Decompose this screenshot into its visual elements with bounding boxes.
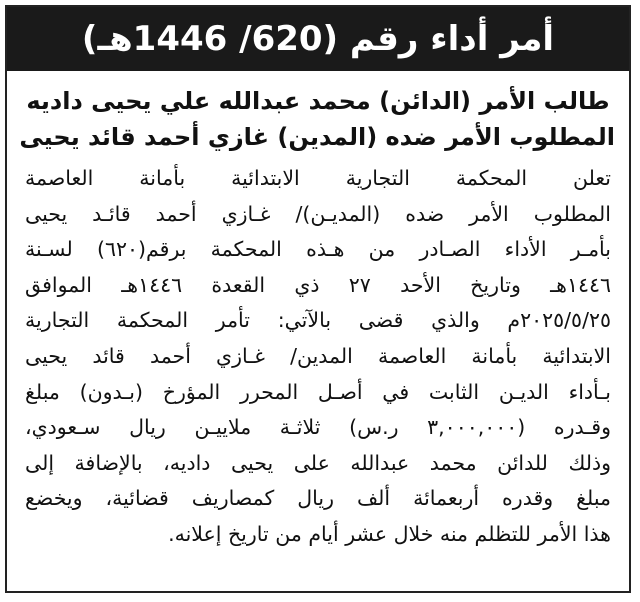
creditor-line: طالب الأمر (الدائن) محمد عبدالله علي يحيى داديه bbox=[26, 87, 610, 115]
body-line: بـأداء الديـن الثابت في أصـل المحرر المؤرخ (بـدون) مبلغ bbox=[25, 379, 611, 404]
body-line: ٢٠٢٥/٥/٢٥م والذي قضى بالآتي: تأمر المحكمة التجارية bbox=[25, 308, 611, 333]
body-line: الابتدائية بأمانة العاصمة المدين/ غـازي أحمد قائد يحيى bbox=[25, 343, 611, 368]
debtor-line: المطلوب الأمر ضده (المدين) غازي أحمد قائد يحيى bbox=[19, 123, 615, 151]
body-line: المطلوب الأمر ضده (المديـن)/ غـازي أحمد قائـد يحيى bbox=[25, 201, 611, 226]
body-line: وذلك للدائن محمد عبدالله على يحيى داديه، بالإضافة إلى bbox=[25, 450, 611, 475]
notice-title: أمر أداء رقم (620/ 1446هـ) bbox=[81, 19, 555, 59]
court-notice bbox=[5, 5, 631, 593]
body-line: مبلغ وقدره أربعمائة ألف ريال كمصاريف قضائية، ويخضع bbox=[25, 486, 611, 511]
body-line: هذا الأمر للتظلم منه خلال عشر أيام من تاريخ إعلانه. bbox=[168, 521, 611, 546]
notice-body bbox=[7, 155, 629, 553]
body-line: تعلن المحكمة التجارية الابتدائية بأمانة العاصمة bbox=[25, 166, 611, 190]
notice-title-bar bbox=[7, 7, 629, 71]
parties-block bbox=[7, 83, 629, 155]
body-line: وقـدره (٣,٠٠٠,٠٠٠ ر.س) ثلاثـة ملاييـن ريال سـعودي، bbox=[25, 415, 612, 440]
body-line: ١٤٤٦هـ وتاريخ الأحد ٢٧ ذي القعدة ١٤٤٦هـ الموافق bbox=[25, 272, 611, 297]
body-line: بأمـر الأداء الصـادر من هـذه المحكمة برقم(٦٢٠) لسـنة bbox=[25, 237, 612, 262]
